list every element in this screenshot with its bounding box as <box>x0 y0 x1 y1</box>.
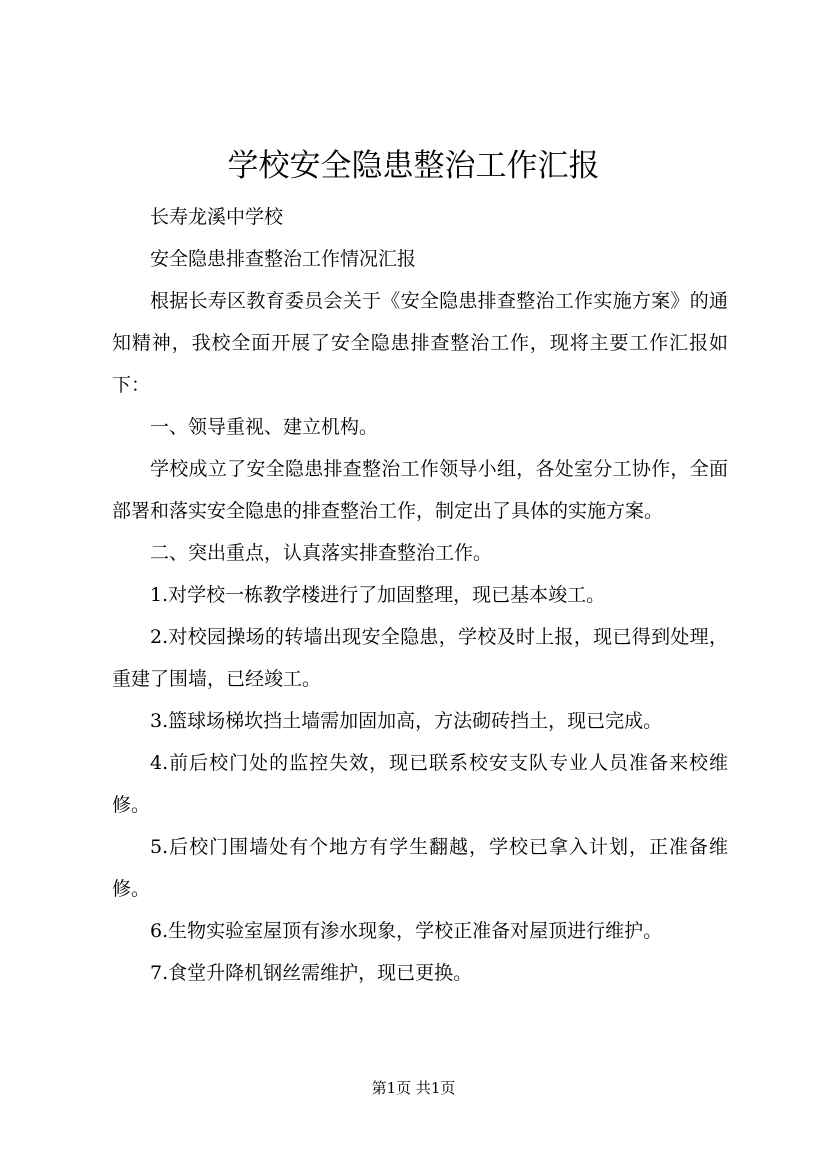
document-title: 学校安全隐患整治工作汇报 <box>227 148 600 184</box>
page-footer: 第1页 共1页 <box>371 1079 456 1097</box>
section-heading-1: 一、领导重视、建立机构。 <box>150 416 379 438</box>
list-item-7: 7.食堂升降机钢丝需维护，现已更换。 <box>150 962 473 984</box>
school-name: 长寿龙溪中学校 <box>150 206 284 228</box>
section-1-paragraph: 学校成立了安全隐患排查整治工作领导小组，各处室分工协作，全面部署和落实安全隐患的排查整治工作，制定出了具体的实施方案。 <box>112 458 728 522</box>
list-item-2: 2.对校园操场的转墙出现安全隐患，学校及时上报，现已得到处理，重建了围墙，已经竣工。 <box>112 626 728 690</box>
list-item-4: 4.前后校门处的监控失效，现已联系校安支队专业人员准备来校维修。 <box>112 752 728 816</box>
section-heading-2: 二、突出重点，认真落实排查整治工作。 <box>150 542 493 564</box>
list-item-6: 6.生物实验室屋顶有渗水现象，学校正准备对屋顶进行维护。 <box>150 920 663 942</box>
list-item-5: 5.后校门围墙处有个地方有学生翻越，学校已拿入计划，正准备维修。 <box>112 836 728 900</box>
report-subtitle: 安全隐患排查整治工作情况汇报 <box>150 248 417 270</box>
list-item-3: 3.篮球场梯坎挡土墙需加固加高，方法砌砖挡土，现已完成。 <box>150 710 663 732</box>
document-body <box>112 196 728 994</box>
list-item-1: 1.对学校一栋教学楼进行了加固整理，现已基本竣工。 <box>150 584 606 606</box>
intro-paragraph: 根据长寿区教育委员会关于《安全隐患排查整治工作实施方案》的通知精神，我校全面开展了安全隐患排查整治工作，现将主要工作汇报如下： <box>112 290 728 396</box>
